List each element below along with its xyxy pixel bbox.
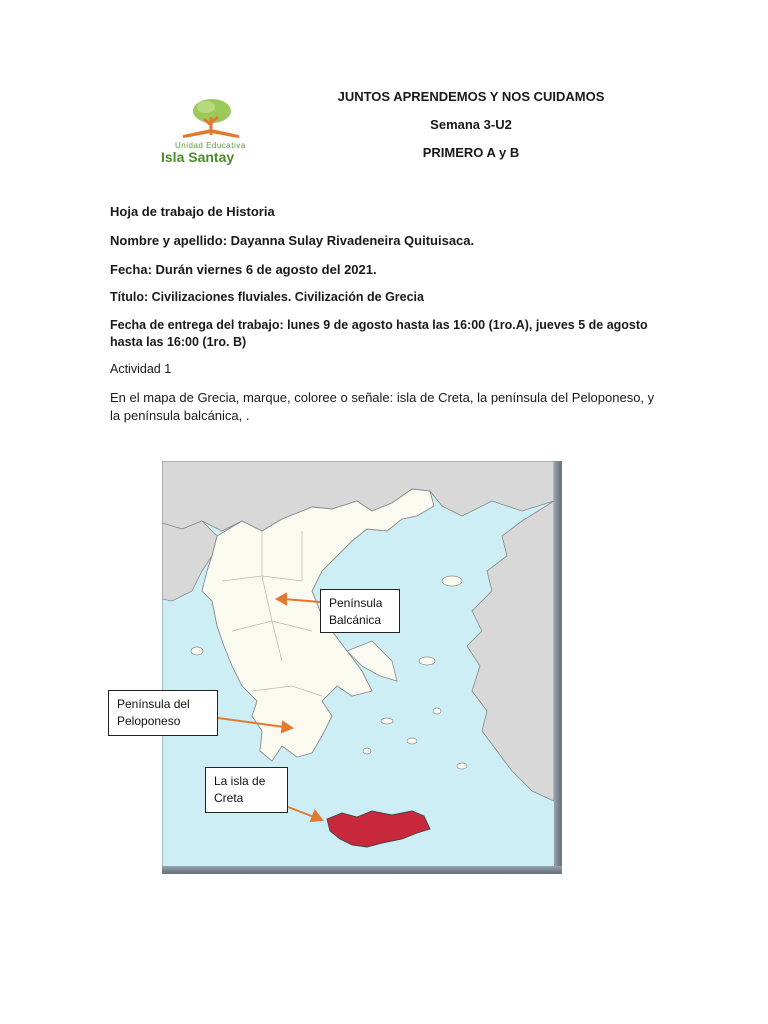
label-creta-line1: La isla de bbox=[214, 774, 266, 788]
island bbox=[363, 748, 371, 754]
label-balcanica-line1: Península bbox=[329, 596, 383, 610]
student-name: Nombre y apellido: Dayanna Sulay Rivadeneira Quituisaca. bbox=[110, 233, 475, 248]
date-line: Fecha: Durán viernes 6 de agosto del 2021. bbox=[110, 262, 377, 277]
label-peninsula-peloponeso bbox=[108, 690, 218, 736]
island bbox=[419, 657, 435, 665]
worksheet-title: Hoja de trabajo de Historia bbox=[110, 204, 275, 219]
delivery-date-line2: hasta las 16:00 (1ro. B) bbox=[110, 335, 247, 349]
logo-title: Isla Santay bbox=[161, 149, 235, 165]
header-week: Semana 3-U2 bbox=[430, 117, 512, 132]
header-title: JUNTOS APRENDEMOS Y NOS CUIDAMOS bbox=[337, 89, 605, 104]
island bbox=[381, 718, 393, 724]
header-course: PRIMERO A y B bbox=[422, 145, 520, 160]
island bbox=[407, 738, 417, 744]
island bbox=[457, 763, 467, 769]
island bbox=[442, 576, 462, 586]
label-peloponeso-line2: Peloponeso bbox=[117, 714, 181, 728]
label-peninsula-balcanica bbox=[320, 589, 400, 633]
tree-logo-icon bbox=[155, 95, 265, 143]
island bbox=[191, 647, 203, 655]
greece-map bbox=[117, 461, 562, 874]
label-creta-line2: Creta bbox=[214, 791, 244, 805]
instruction-line2: la península balcánica, . bbox=[110, 408, 250, 423]
island bbox=[433, 708, 441, 714]
label-isla-creta bbox=[205, 767, 288, 813]
delivery-date-line1: Fecha de entrega del trabajo: lunes 9 de agosto hasta las 16:00 (1ro.A), jueves 5 de agosto bbox=[110, 318, 648, 332]
activity-label: Actividad 1 bbox=[110, 362, 172, 376]
label-peloponeso-line1: Península del bbox=[117, 697, 190, 711]
logo-subtitle: Unidad Educativa bbox=[175, 141, 246, 150]
instruction-line1: En el mapa de Grecia, marque, coloree o señale: isla de Creta, la península del Peloponeso, y bbox=[110, 390, 655, 405]
label-balcanica-line2: Balcánica bbox=[329, 613, 382, 627]
topic-title: Título: Civilizaciones fluviales. Civilización de Grecia bbox=[110, 290, 424, 304]
school-logo bbox=[155, 95, 265, 165]
